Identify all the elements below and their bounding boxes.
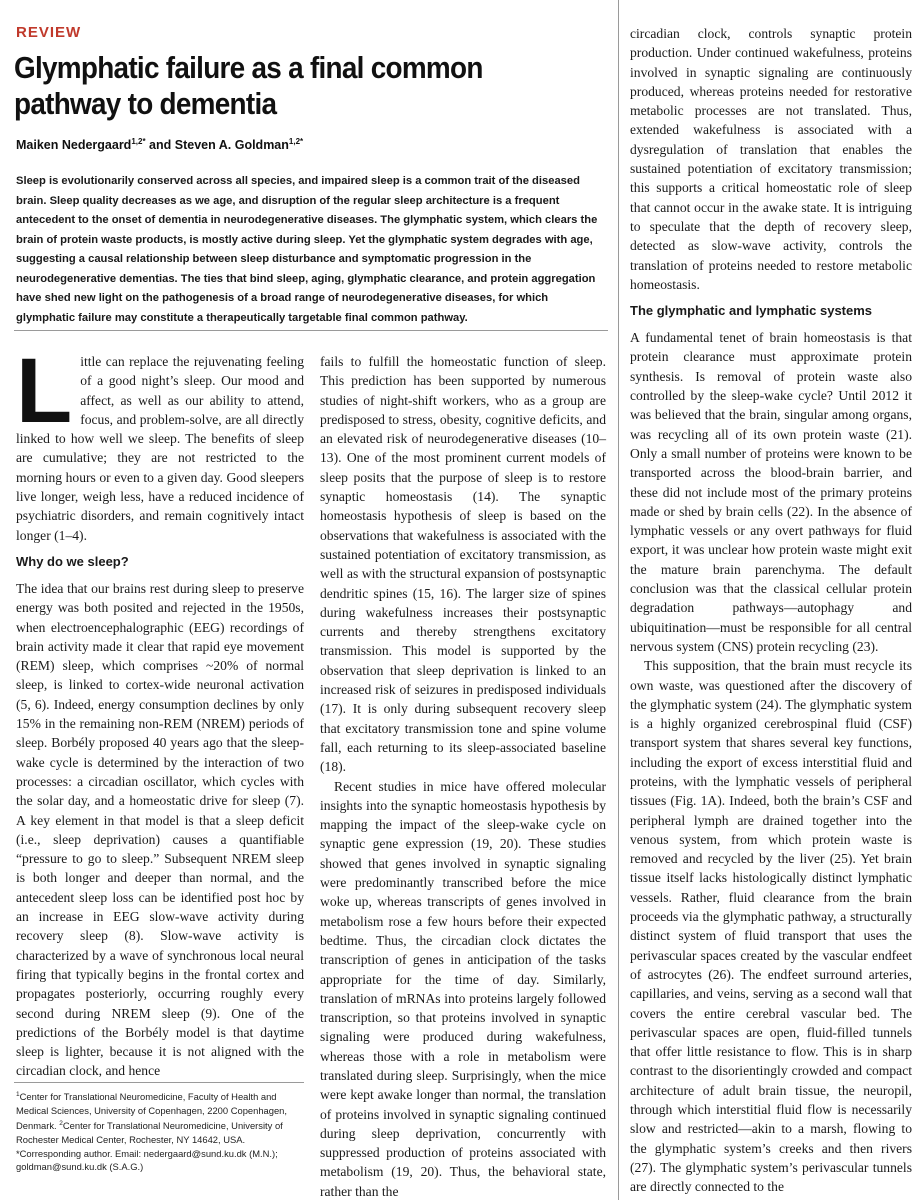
footnote-divider (14, 1082, 304, 1083)
section-label: REVIEW (16, 24, 82, 41)
column-2 (320, 352, 606, 1201)
body-paragraph: A fundamental tenet of brain homeostasis is that protein clearance must approximate protein synthesis. Is removal of protein waste also controlled by the sleep-wake cycle? Until 2012 it was believed that the brain, singular among organs, was recycling all of its own protein waste (21). Only a small number of proteins were known to be transported across the blood-brain barrier, and these did not include most of the primary proteins made or shed by brain cells (22). In the absence of lymphatic vessels or any overt pathways for fluid export, it was unclear how protein waste might exit the mature brain parenchyma. The default conclusion was that the classical cellular protein degradation pathways—autophagy and ubiquitination—must be responsible for all central nervous system (CNS) protein recycling (23). (630, 330, 912, 654)
corresponding-mark: * (142, 137, 146, 146)
column-3 (630, 24, 912, 1197)
author-name: Maiken Nedergaard (16, 138, 132, 153)
abstract-divider (14, 330, 608, 331)
author-name: Steven A. Goldman (174, 138, 289, 153)
body-paragraph: Recent studies in mice have offered molecular insights into the synaptic homeostasis hypothesis by mapping the impact of the sleep-wake cycle on synaptic gene expression (19, 20). These studies showed that genes involved in synaptic signaling were predominantly transcribed before the mice woke up, whereas transcripts of genes involved in metabolism rose a few hours before their expected bedtime. Thus, the circadian clock dictates the transcription of genes in anticipation of the tasks appropriate for the time of day. Similarly, translation of mRNAs into proteins largely followed transcription, so that proteins involved in synaptic signaling were produced during wakefulness, whereas those with a role in metabolism were translated during sleep. Surprisingly, when the mice were kept awake longer than normal, the translation of proteins involved in synaptic signaling continued during sleep deprivation, concurrently with suppressed production of proteins associated with metabolism (19, 20). Thus, the behavioral state, rather than the (320, 778, 606, 1199)
author-separator: and (145, 138, 175, 153)
corresponding-mark: * (300, 137, 304, 146)
abstract: Sleep is evolutionarily conserved across all species, and impaired sleep is a common trait of the diseased brain. Sleep quality decreases as we age, and disruption of the regular sleep architecture is a frequent antecedent to the onset of dementia in neurodegenerative diseases. The glymphatic system, which clears the brain of protein waste products, is mostly active during sleep. Yet the glymphatic system degrades with age, suggesting a causal relationship between sleep disturbance and symptomatic progression in the neurodegenerative dementias. The ties that bind sleep, aging, glymphatic clearance, and protein aggregation have shed new light on the pathogenesis of a broad range of neurodegenerative diseases, for which glymphatic failure may constitute a therapeutically targetable final common pathway. (16, 175, 598, 324)
intro-paragraph (16, 340, 304, 545)
drop-cap: L (16, 340, 73, 442)
author-affiliation: 1,2 (288, 137, 301, 146)
body-paragraph: circadian clock, controls synaptic protein production. Under continued wakefulness, proteins involved in synaptic signaling are continuously produced, whereas proteins needed for restorative metabolic processes are not translated. Thus, extended wakefulness is associated with a dysregulation of translation that enables the sustained potentiation of excitatory transmission; this supports a critical homeostatic role of sleep that cannot occur in the awake state. It is intriguing to speculate that the depth of recovery sleep, detected as slow-wave activity, controls the translation of proteins needed to restore metabolic homeostasis. (630, 26, 912, 292)
article-title: Glymphatic failure as a final common pathway to dementia (14, 50, 483, 121)
column-divider (618, 0, 619, 1200)
column-1 (16, 340, 304, 1081)
author-list (16, 137, 303, 152)
footnotes (16, 1088, 304, 1174)
body-paragraph: This supposition, that the brain must recycle its own waste, was questioned after the discovery of the glymphatic system (24). The glymphatic system is a highly organized cerebrospinal fluid (CSF) transport system that shares several key functions, including the export of excess interstitial fluid and proteins, with the lymphatic vessels of peripheral tissues (Fig. 1A). Indeed, both the brain’s CSF and peripheral lymph are drained together into the venous system, from which protein waste is removed and recycled by the liver (25). Yet brain tissue itself lacks histologically distinct lymphatic vessels. Rather, fluid clearance from the brain proceeds via the glymphatic pathway, a structurally distinct system of fluid transport that uses the perivascular spaces created by the vascular endfeet of astrocytes (26). The endfeet surround arteries, capillaries, and veins, serving as a second wall that covers the entire cerebral vascular bed. The perivascular spaces are open, fluid-filled tunnels that offer little resistance to flow. This is in sharp contrast to the disorientingly crowded and compact architecture of adult brain tissue, the neuropil, through which interstitial fluid flow is necessarily slow and restricted—akin to a marsh, flowing to the glymphatic system’s creeks and then rivers (27). The glymphatic system’s perivascular tunnels are directly connected to the (630, 658, 912, 1195)
affiliation-1: $^1$Center for Translational Neuromedicine, Faculty of Health and Medical Sciences, University of Copenhagen, 2200 Copenhagen, Denmark. $^2$Center for Translational Neuromedicine, University of Rochester Medical Center, Rochester, NY 14642, USA. (16, 1091, 288, 1146)
author-affiliation: 1,2 (131, 137, 143, 146)
section-heading: The glymphatic and lymphatic systems (630, 303, 873, 319)
body-paragraph: The idea that our brains rest during sleep to preserve energy was both posited and rejected in the 1950s, when electroencephalographic (EEG) recordings of brain activity made it clear that rapid eye movement (REM) sleep, which comprises ~20% of normal sleep, is linked to cortex-wide neuronal activation (5, 6). Indeed, energy consumption declines by only 15% in the remaining non-REM (NREM) periods of sleep. Borbély proposed 40 years ago that the sleep-wake cycle is determined by the interaction of two processes: a circadian oscillator, which cycles with the solar day, and a homeostatic drive for sleep (7). A key element in that model is that a sleep deficit (i.e., sleep deprivation) causes a quantifiable “pressure to go to sleep.” Subsequent NREM sleep is both longer and deeper than normal, and the antecedent sleep loss can be identified post hoc by an increase in EEG slow-wave activity during recovery sleep (8). Slow-wave activity is characterized by a wave of synchronous local neural firing that typically begins in the frontal cortex and propagates posteriorly, occurring roughly every second during NREM sleep (9). One of the predictions of the Borbély model is that daytime sleep is lighter, because it is not aligned with the circadian clock, and hence (16, 580, 304, 1079)
intro-text: ittle can replace the rejuvenating feeling of a good night’s sleep. Our mood and affect, as well as our ability to attend, focus, and problem-solve, are all directly linked to how well we sleep. The benefits of sleep are cumulative; they are not restricted to the morning hours or even to a given day. Good sleepers live longer, weigh less, have a reduced incidence of psychiatric disorders, and remain cognitively intact longer (1–4). (16, 354, 304, 543)
body-paragraph: fails to fulfill the homeostatic function of sleep. This prediction has been supported by numerous studies of night-shift workers, who as a group are predisposed to stress, obesity, cognitive deficits, and an elevated risk of neurodegenerative diseases (10–13). One of the most prominent current models of sleep posits that the purpose of sleep is to restore synaptic homeostasis (14). The synaptic homeostasis hypothesis of sleep is based on the observations that wakefulness is associated with the sustained potentiation of excitatory transmission, as well as with the structural expansion of postsynaptic dendritic spines (15, 16). The larger size of spines during wakefulness increases their postsynaptic currents and thereby strengthens excitatory transmission. This model is supported by the observation that sleep deprivation is linked to an increased risk of seizures in predisposed individuals (17). It is only during subsequent recovery sleep that excitatory transmission tone and spine volume fall, each returning to its sleep-associated baseline (18). (320, 354, 606, 775)
section-heading: Why do we sleep? (16, 553, 129, 569)
corresponding-author: *Corresponding author. Email: nedergaard@sund.ku.dk (M.N.); goldman@sund.ku.dk (S.A.G.) (16, 1147, 278, 1173)
